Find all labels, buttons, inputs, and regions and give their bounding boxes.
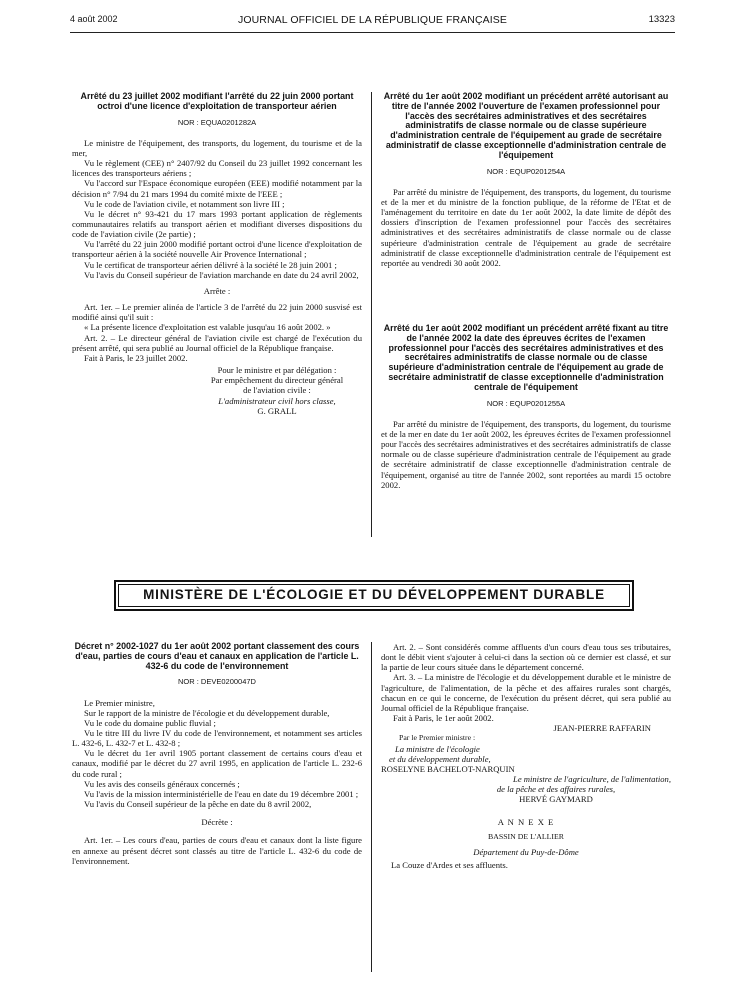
- article-1: Art. 1er. – Les cours d'eau, parties de cours d'eau et canaux dont la liste figure en annexe au présent décret sont classés au titre de l'article L. 432-6 du code de l'environnement.: [72, 835, 362, 866]
- paragraph: Vu le code de l'aviation civile, et notamment son livre III ;: [84, 198, 285, 209]
- paragraph: Vu l'arrêté du 22 juin 2000 modifié portant octroi d'une licence d'exploitation de transporteur aérien à la société nouvelle Air Provence International ;: [72, 239, 362, 260]
- department-heading: Département du Puy-de-Dôme: [473, 846, 579, 857]
- nor-reference: NOR : EQUP0201254A: [486, 166, 566, 176]
- nor-reference: NOR : EQUP0201255A: [486, 398, 566, 408]
- minister-title: La ministre de l'écologie: [395, 743, 480, 754]
- annexe-heading: A N N E X E: [497, 816, 555, 827]
- article-title: Arrêté du 1er août 2002 modifiant un précédent arrêté fixant au titre de l'année 2002 la date des épreuves écrites de l'examen professionnel pour l'accès des secrétaires administratives et des secrétaires administratifs de classe normale ou de classe supérieure d'administration centrale de l'équipement au grade de secrétaire administratif de classe exceptionnelle d'administration centrale de l'équipement: [383, 323, 669, 392]
- decrete-label: Décrète :: [201, 817, 233, 828]
- header-date: 4 août 2002: [70, 14, 118, 24]
- paragraph: Vu l'accord sur l'Espace économique européen (EEE) modifié notamment par la décision n° 7/94 du 21 mars 1994 du comité mixte de l'EEE ;: [72, 178, 362, 199]
- page-header: [70, 14, 675, 30]
- paragraph: Vu le titre III du livre IV du code de l'environnement, et notamment ses articles L. 432-6, L. 432-7 et L. 432-8 ;: [72, 728, 362, 749]
- decret-classement-cours-eau: [72, 642, 362, 866]
- paragraph: Le Premier ministre,: [84, 697, 155, 708]
- column-divider: [371, 92, 372, 537]
- signature-line: Pour le ministre et par délégation :: [217, 365, 337, 376]
- paragraph: Vu le règlement (CEE) n° 2407/92 du Conseil du 23 juillet 1992 concernant les licences des transporteurs aériens ;: [72, 158, 362, 179]
- header-page-number: 13323: [648, 14, 675, 25]
- paragraph: Vu le décret du 1er avril 1905 portant classement de certains cours d'eau et canaux, modifié par le décret du 27 avril 1995, en application de l'article L. 232-6 du code rural ;: [72, 748, 362, 779]
- arrete-label: Arrête :: [203, 285, 231, 296]
- signature-block: [192, 365, 362, 416]
- nor-reference: NOR : EQUA0201282A: [177, 117, 257, 127]
- decret-suite: [381, 642, 671, 870]
- signature-line: Par empêchement du directeur général: [210, 375, 344, 386]
- ministry-heading-box: [114, 580, 634, 611]
- minister-title: de la pêche et des affaires rurales,: [496, 784, 616, 795]
- article-1: Art. 1er. – Le premier alinéa de l'article 3 de l'arrêté du 22 juin 2000 susvisé est modifié ainsi qu'il suit :: [72, 302, 362, 323]
- signature-line: de l'aviation civile :: [243, 385, 311, 396]
- paragraph: Vu le décret n° 93-421 du 17 mars 1993 portant application de règlements communautaires relatifs au transport aérien et modifiant diverses dispositions du code de l'aviation civile (2e partie) ;: [72, 208, 362, 240]
- article-ouverture-examen: [381, 92, 671, 268]
- nor-reference: NOR : DEVE0200047D: [178, 677, 256, 687]
- header-rule: [70, 32, 675, 33]
- article-3: Art. 3. – La ministre de l'écologie et du développement durable et le ministre de l'agriculture, de l'alimentation, de la pêche et des affaires rurales sont chargés, chacun en ce qui le concerne, de l'exécution du présent décret, qui sera publié au Journal officiel de la République française.: [381, 672, 671, 713]
- minister-title: et du développement durable,: [389, 753, 491, 764]
- ministry-heading: MINISTÈRE DE L'ÉCOLOGIE ET DU DÉVELOPPEMENT DURABLE: [143, 587, 605, 602]
- quote: « La présente licence d'exploitation est valable jusqu'au 16 août 2002. »: [84, 322, 331, 333]
- article-date-epreuves: [381, 324, 671, 490]
- signature-ecology-minister: ROSELYNE BACHELOT-NARQUIN: [381, 763, 515, 774]
- column-divider: [371, 642, 372, 972]
- article-title: Arrêté du 23 juillet 2002 modifiant l'arrêté du 22 juin 2000 portant octroi d'une licence d'exploitation de transporteur aérien: [80, 91, 354, 111]
- paragraph: Vu l'avis du Conseil supérieur de la pêche en date du 8 avril 2002,: [84, 799, 312, 810]
- paragraph: Vu l'avis du Conseil supérieur de l'aviation marchande en date du 24 avril 2002,: [84, 269, 359, 280]
- fait-a-paris: Fait à Paris, le 1er août 2002.: [393, 713, 494, 724]
- signature-name: G. GRALL: [257, 405, 297, 416]
- article-licence-transporteur: [72, 92, 362, 416]
- paragraph: Vu le code du domaine public fluvial ;: [84, 717, 216, 728]
- header-journal-title: JOURNAL OFFICIEL DE LA RÉPUBLIQUE FRANÇAISE: [238, 14, 507, 26]
- article-title: Arrêté du 1er août 2002 modifiant un précédent arrêté autorisant au titre de l'année 2002 l'ouverture de l'examen professionnel pour l'accès des secrétaires administratives et des secrétaires administratifs de classe normale ou de classe supérieure d'administration centrale de l'équipement au grade de secrétaire administratif de classe exceptionnelle d'administration centrale de l'équipement: [383, 91, 669, 160]
- basin-heading: BASSIN DE L'ALLIER: [488, 831, 564, 841]
- paragraph: Par arrêté du ministre de l'équipement, des transports, du logement, du tourisme et de la mer en date du 1er août 2002, les épreuves écrites de l'examen professionnel pour l'accès des secrétaires administratives et des secrétaires administratifs de classe normale ou de classe supérieure d'administration centrale de l'équipement au grade de secrétaire administratif de classe exceptionnelle d'administration centrale de l'équipement, organisé au titre de l'année 2002, sont reportées au mardi 15 octobre 2002.: [381, 418, 671, 490]
- signature-line: L'administrateur civil hors classe,: [218, 395, 336, 406]
- paragraph: Vu les avis des conseils généraux concernés ;: [84, 778, 240, 789]
- fait-a-paris: Fait à Paris, le 23 juillet 2002.: [84, 352, 188, 363]
- paragraph: Par arrêté du ministre de l'équipement, des transports, du logement, du tourisme et de la mer et du ministre de la fonction publique, de la réforme de l'Etat et de l'aménagement du territoire en date du 1er août 2002, la date limite de dépôt des dossiers d'inscription de l'examen professionnel pour l'accès des secrétaires administratives et des secrétaires administratifs de classe normale ou de classe supérieure d'administration centrale de l'équipement au grade de secrétaire administratif de classe exceptionnelle d'administration centrale de l'équipement est reportée au vendredi 30 août 2002.: [381, 186, 671, 268]
- article-2: Art. 2. – Le directeur général de l'aviation civile est chargé de l'exécution du présent arrêté, qui sera publié au Journal officiel de la République française.: [72, 332, 362, 353]
- signature-agriculture-minister: HERVÉ GAYMARD: [519, 794, 593, 805]
- article-2: Art. 2. – Sont considérés comme affluents d'un cours d'eau tous ses tributaires, dont le débit vient s'ajouter à celui-ci dans la section où ce dernier est classé, et sur la partie de leur cours située dans le département concerné.: [381, 642, 671, 673]
- paragraph: Le ministre de l'équipement, des transports, du logement, du tourisme et de la mer,: [72, 137, 362, 158]
- paragraph: Sur le rapport de la ministre de l'écologie et du développement durable,: [84, 707, 330, 718]
- paragraph: Vu l'avis de la mission interministérielle de l'eau en date du 19 décembre 2001 ;: [84, 788, 359, 799]
- river-entry: La Couze d'Ardes et ses affluents.: [391, 859, 508, 870]
- minister-title: Le ministre de l'agriculture, de l'alimentation,: [513, 774, 671, 785]
- par-premier-ministre: Par le Premier ministre :: [399, 733, 476, 743]
- article-title: Décret n° 2002-1027 du 1er août 2002 portant classement des cours d'eau, parties de cours d'eau et canaux en application de l'article L. 432-6 du code de l'environnement: [74, 641, 360, 671]
- signature-prime-minister: JEAN-PIERRE RAFFARIN: [553, 723, 651, 734]
- paragraph: Vu le certificat de transporteur aérien délivré à la société le 28 juin 2001 ;: [84, 259, 337, 270]
